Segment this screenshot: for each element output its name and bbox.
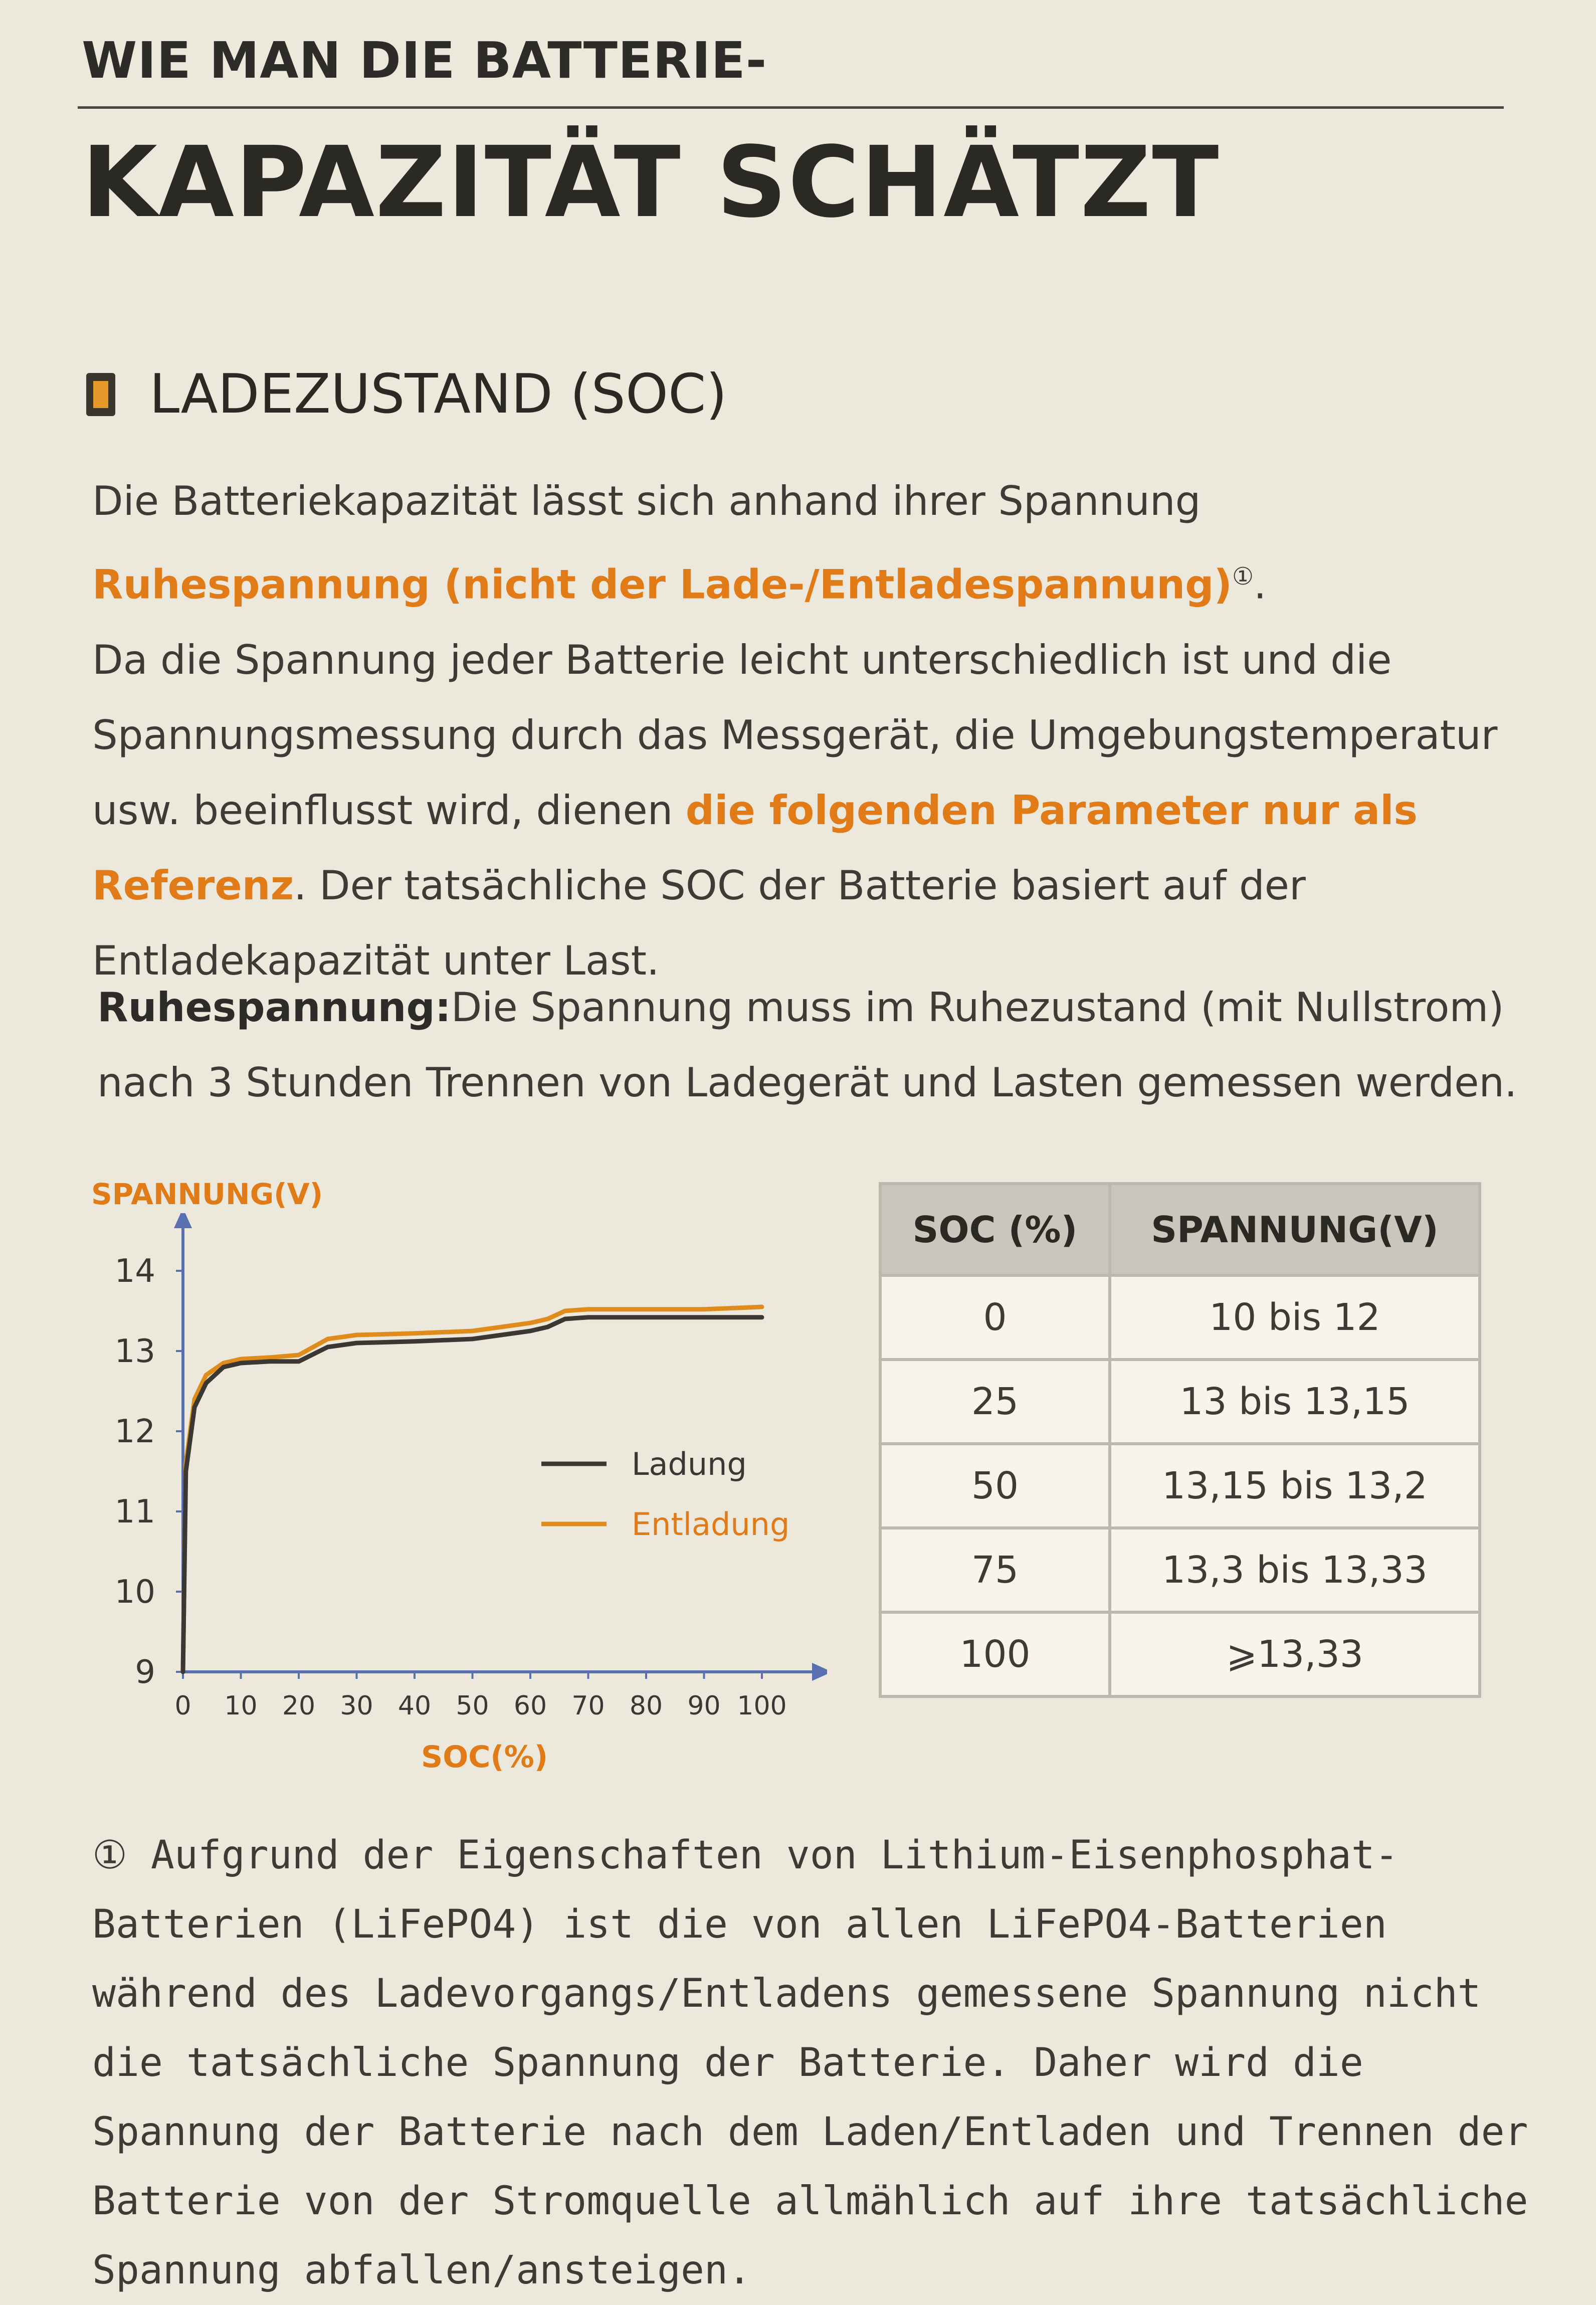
y-tick-label: 9: [135, 1654, 155, 1691]
table-cell-soc: 50: [880, 1444, 1110, 1528]
voltage-chart: [75, 1213, 827, 1740]
section-title: LADEZUSTAND (SOC): [149, 363, 727, 426]
table-cell-soc: 0: [880, 1275, 1110, 1360]
reference-highlight: die folgenden Parameter nur als Referenz: [92, 787, 1418, 909]
rest-voltage-text: Die Spannung muss im Ruhezustand (mit Nullstrom) nach 3 Stunden Trennen von Ladegerät und Lasten gemessen werden.: [97, 984, 1517, 1106]
table-cell-voltage: 10 bis 12: [1110, 1275, 1480, 1360]
intro-text: Die Batteriekapazität lässt sich anhand ihrer Spannung: [92, 478, 1201, 524]
legend-label-entladung: Entladung: [632, 1506, 790, 1543]
table-cell-soc: 25: [880, 1360, 1110, 1444]
table-row: [880, 1444, 1480, 1528]
x-tick-label: 60: [513, 1691, 547, 1721]
x-tick-label: 70: [571, 1691, 605, 1721]
table-row: [880, 1612, 1480, 1696]
battery-icon: [86, 373, 115, 416]
x-axis-arrow: [812, 1663, 827, 1681]
x-tick-label: 30: [340, 1691, 373, 1721]
footnote-marker: ①: [1232, 562, 1254, 591]
x-tick-label: 20: [282, 1691, 316, 1721]
intro-end: .: [1254, 561, 1267, 608]
x-tick-label: 10: [224, 1691, 258, 1721]
table-cell-voltage: 13,3 bis 13,33: [1110, 1528, 1480, 1612]
table-cell-voltage: 13,15 bis 13,2: [1110, 1444, 1480, 1528]
rest-voltage-label: Ruhespannung:: [97, 984, 451, 1031]
legend-label-ladung: Ladung: [632, 1446, 747, 1482]
table-cell-voltage: 13 bis 13,15: [1110, 1360, 1480, 1444]
y-tick-label: 14: [114, 1253, 155, 1290]
y-tick-label: 10: [114, 1574, 155, 1611]
rest-voltage-note: [97, 970, 1541, 1120]
page-title: KAPAZITÄT SCHÄTZT: [82, 125, 1220, 239]
x-tick-label: 0: [174, 1691, 191, 1721]
table-row: [880, 1360, 1480, 1444]
table-cell-voltage: ⩾13,33: [1110, 1612, 1480, 1696]
table-cell-soc: 75: [880, 1528, 1110, 1612]
table-header-soc: SOC (%): [880, 1184, 1110, 1275]
heading-top: WIE MAN DIE BATTERIE-: [82, 31, 767, 90]
x-tick-label: 90: [687, 1691, 721, 1721]
table-row: [880, 1528, 1480, 1612]
series-line-ladung: [183, 1317, 762, 1672]
footnote: ① Aufgrund der Eigenschaften von Lithium-Eisenphosphat-Batterien (LiFePO4) ist die von allen LiFePO4-Batterien während des Ladevorgangs/Entladens gemessene Spannung nicht die tatsächliche Spannung der Batterie. Daher wird die Spannung der Batterie nach dem Laden/Entladen und Trennen der Batterie von der Stromquelle allmählich auf ihre tatsächliche Spannung abfallen/ansteigen.: [92, 1833, 1528, 2293]
intro-end-2: . Der tatsächliche SOC der Batterie basiert auf der Entladekapazität unter Last.: [92, 862, 1306, 984]
chart-y-axis-label: SPANNUNG(V): [91, 1177, 323, 1211]
y-tick-label: 13: [114, 1333, 155, 1370]
y-tick-label: 12: [114, 1413, 155, 1450]
table-row: [880, 1275, 1480, 1360]
x-tick-label: 40: [397, 1691, 432, 1721]
table-cell-soc: 100: [880, 1612, 1110, 1696]
intro-line-1: [92, 464, 1536, 623]
chart-x-axis-label: SOC(%): [421, 1740, 548, 1775]
y-tick-label: 11: [114, 1493, 155, 1530]
intro-paragraph: [92, 464, 1536, 999]
soc-voltage-table: [879, 1182, 1481, 1698]
table-header-voltage: SPANNUNG(V): [1110, 1184, 1480, 1275]
heading-divider: [78, 106, 1504, 109]
intro-line-2: [92, 623, 1536, 999]
y-axis-arrow: [174, 1213, 192, 1228]
intro-highlight: Ruhespannung (nicht der Lade-/Entladespannung): [92, 561, 1232, 608]
x-tick-label: 80: [629, 1691, 663, 1721]
x-tick-label: 50: [456, 1691, 489, 1721]
table-header-row: [880, 1184, 1480, 1275]
intro-text-2: Da die Spannung jeder Batterie leicht unterschiedlich ist und die Spannungsmessung durch das Messgerät, die Umgebungstemperatur usw. beeinflusst wird, dienen: [92, 636, 1498, 834]
x-tick-label: 100: [737, 1691, 787, 1721]
